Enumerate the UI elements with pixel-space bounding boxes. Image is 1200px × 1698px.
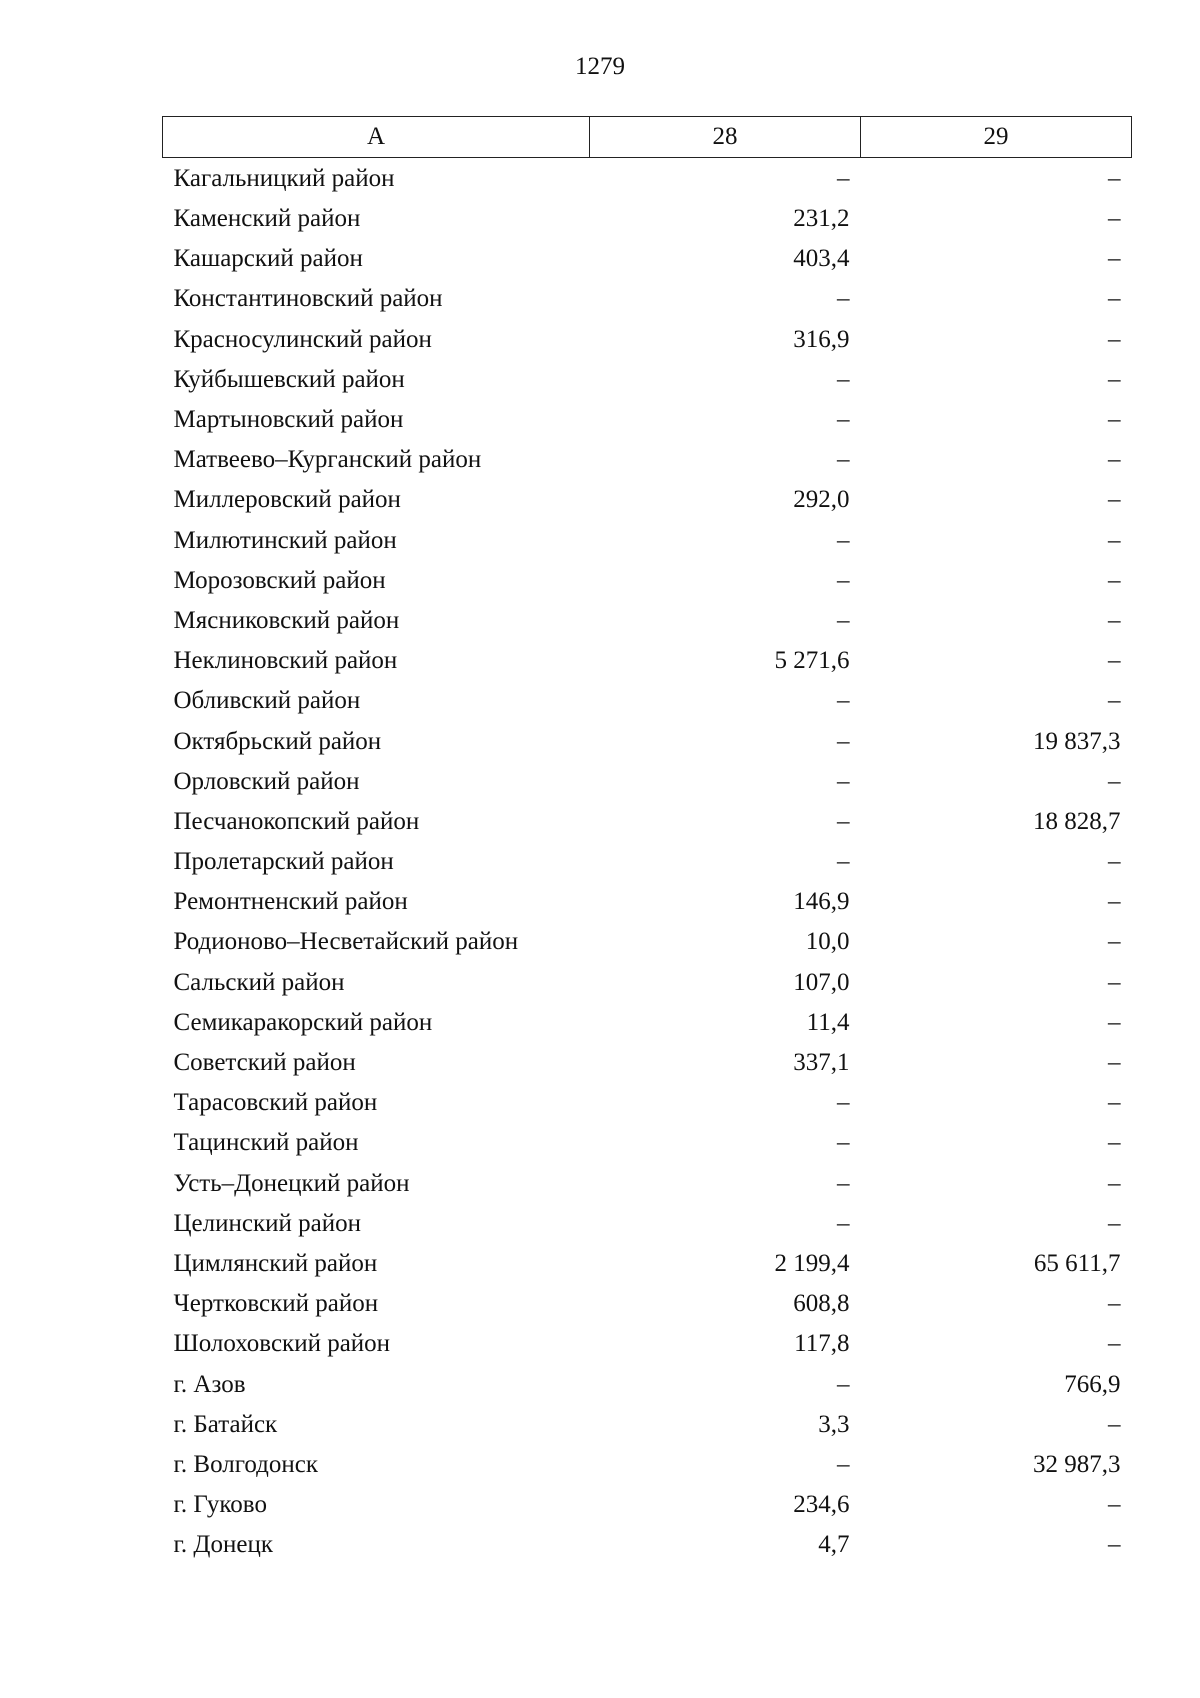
row-name-cell: Целинский район [173,1209,361,1237]
row-name-cell: Ремонтненский район [173,888,408,916]
row-name-cell: Тацинский район [173,1129,359,1157]
value-cell-28: – [837,1209,850,1237]
value-cell-28: 3,3 [818,1410,850,1438]
header-cell-28: 28 [590,117,861,158]
value-cell-29: – [1108,1209,1121,1237]
value-cell-29: – [1108,767,1121,795]
value-cell-29: – [1108,526,1121,554]
value-cell-28: – [837,1169,850,1197]
value-cell-29: – [1108,205,1121,233]
row-name-cell: Мясниковский район [173,606,400,634]
value-cell-29: – [1108,446,1121,474]
table-row [163,279,1132,319]
table-row [163,158,1132,200]
table-header [163,117,1132,158]
value-cell-28: 337,1 [793,1049,850,1077]
row-name-cell: Шолоховский район [173,1330,391,1358]
value-cell-28: 107,0 [793,968,850,996]
table-row [163,320,1132,360]
value-cell-29: – [1108,1169,1121,1197]
row-name-cell: Кашарский район [173,245,363,273]
value-cell-29: 18 828,7 [1033,807,1121,835]
value-cell-28: – [837,848,850,876]
value-cell-28: – [837,365,850,393]
row-name-cell: Чертковский район [173,1290,379,1318]
row-name-cell: Морозовский район [173,566,386,594]
value-cell-29: – [1108,325,1121,353]
value-cell-29: – [1108,406,1121,434]
value-cell-28: – [837,687,850,715]
value-cell-28: 2 199,4 [774,1249,850,1277]
table-row [163,681,1132,721]
row-name-cell: Орловский район [173,767,360,795]
row-name-cell: Каменский район [173,205,361,233]
value-cell-29: – [1108,1410,1121,1438]
row-name-cell: Пролетарский район [173,848,394,876]
row-name-cell: Неклиновский район [173,647,398,675]
row-name-cell: Усть–Донецкий район [173,1169,410,1197]
value-cell-29: – [1108,164,1121,192]
table-row [163,963,1132,1003]
value-cell-29: – [1108,245,1121,273]
table-row [163,1405,1132,1445]
table-row [163,1324,1132,1364]
value-cell-28: 4,7 [818,1531,850,1559]
row-name-cell: Мартыновский район [173,406,404,434]
value-cell-29: – [1108,1531,1121,1559]
row-name-cell: г. Волгодонск [173,1450,319,1478]
row-name-cell: Родионово–Несветайский район [173,928,519,956]
row-name-cell: Октябрьский район [173,727,382,755]
table-row [163,882,1132,922]
row-name-cell: г. Донецк [173,1531,273,1559]
value-cell-28: – [837,1370,850,1398]
row-name-cell: Обливский район [173,687,361,715]
value-cell-29: – [1108,486,1121,514]
value-cell-29: – [1108,566,1121,594]
value-cell-28: – [837,526,850,554]
row-name-cell: Константиновский район [173,285,443,313]
table-row [163,1445,1132,1485]
value-cell-29: – [1108,1008,1121,1036]
value-cell-29: – [1108,848,1121,876]
table-row [163,400,1132,440]
table-row [163,1244,1132,1284]
table-row [163,721,1132,761]
row-name-cell: Миллеровский район [173,486,401,514]
data-table-container [162,116,1131,1565]
value-cell-28: – [837,164,850,192]
value-cell-28: – [837,1089,850,1117]
row-name-cell: г. Гуково [173,1491,267,1519]
value-cell-28: 316,9 [793,325,850,353]
value-cell-28: 292,0 [793,486,850,514]
value-cell-28: 117,8 [794,1330,850,1358]
table-row [163,922,1132,962]
value-cell-29: 766,9 [1064,1370,1121,1398]
value-cell-28: 403,4 [793,245,850,273]
value-cell-28: 234,6 [793,1491,850,1519]
value-cell-29: – [1108,647,1121,675]
page-number: 1279 [575,53,625,80]
table-row [163,1123,1132,1163]
value-cell-28: 231,2 [793,205,850,233]
table-row [163,1364,1132,1404]
table-row [163,1164,1132,1204]
header-cell-29: 29 [861,117,1132,158]
table-row [163,1284,1132,1324]
row-name-cell: Милютинский район [173,526,397,554]
value-cell-28: – [837,727,850,755]
table-body [163,158,1132,1566]
value-cell-29: 65 611,7 [1033,1249,1121,1277]
value-cell-28: – [837,566,850,594]
table-row [163,762,1132,802]
row-name-cell: г. Азов [173,1370,246,1398]
value-cell-28: – [837,446,850,474]
row-name-cell: Куйбышевский район [173,365,405,393]
value-cell-29: – [1108,1290,1121,1318]
value-cell-28: – [837,406,850,434]
table-row [163,480,1132,520]
header-cell-a: А [163,117,590,158]
row-name-cell: г. Батайск [173,1410,278,1438]
table-row [163,641,1132,681]
value-cell-28: – [837,807,850,835]
value-cell-29: – [1108,928,1121,956]
value-cell-28: – [837,767,850,795]
row-name-cell: Песчанокопский район [173,807,420,835]
table-row [163,521,1132,561]
table-row [163,1083,1132,1123]
row-name-cell: Красносулинский район [173,325,432,353]
table-row [163,440,1132,480]
value-cell-28: – [837,1129,850,1157]
value-cell-29: 32 987,3 [1033,1450,1121,1478]
value-cell-29: – [1108,285,1121,313]
value-cell-29: – [1108,365,1121,393]
table-row [163,1485,1132,1525]
value-cell-29: – [1108,606,1121,634]
value-cell-29: – [1108,1049,1121,1077]
row-name-cell: Сальский район [173,968,345,996]
table-row [163,1043,1132,1083]
value-cell-28: 5 271,6 [774,647,850,675]
value-cell-29: – [1108,968,1121,996]
row-name-cell: Матвеево–Курганский район [173,446,482,474]
row-name-cell: Советский район [173,1049,356,1077]
value-cell-28: 608,8 [793,1290,850,1318]
table-row [163,842,1132,882]
value-cell-28: 10,0 [805,928,850,956]
row-name-cell: Цимлянский район [173,1249,378,1277]
header-row [163,117,1132,158]
value-cell-29: – [1108,1491,1121,1519]
row-name-cell: Кагальницкий район [173,164,395,192]
table-row [163,199,1132,239]
value-cell-29: 19 837,3 [1033,727,1121,755]
row-name-cell: Тарасовский район [173,1089,378,1117]
value-cell-28: – [837,1450,850,1478]
data-table [162,116,1132,1565]
table-row [163,360,1132,400]
table-row [163,239,1132,279]
value-cell-29: – [1108,687,1121,715]
value-cell-28: 146,9 [793,888,850,916]
table-row [163,1003,1132,1043]
table-row [163,802,1132,842]
value-cell-29: – [1108,1129,1121,1157]
value-cell-29: – [1108,888,1121,916]
table-row [163,1204,1132,1244]
value-cell-28: – [837,285,850,313]
value-cell-28: – [837,606,850,634]
table-row [163,601,1132,641]
table-row [163,1525,1132,1565]
table-row [163,561,1132,601]
row-name-cell: Семикаракорский район [173,1008,433,1036]
value-cell-29: – [1108,1330,1121,1358]
value-cell-28: 11,4 [806,1008,850,1036]
value-cell-29: – [1108,1089,1121,1117]
